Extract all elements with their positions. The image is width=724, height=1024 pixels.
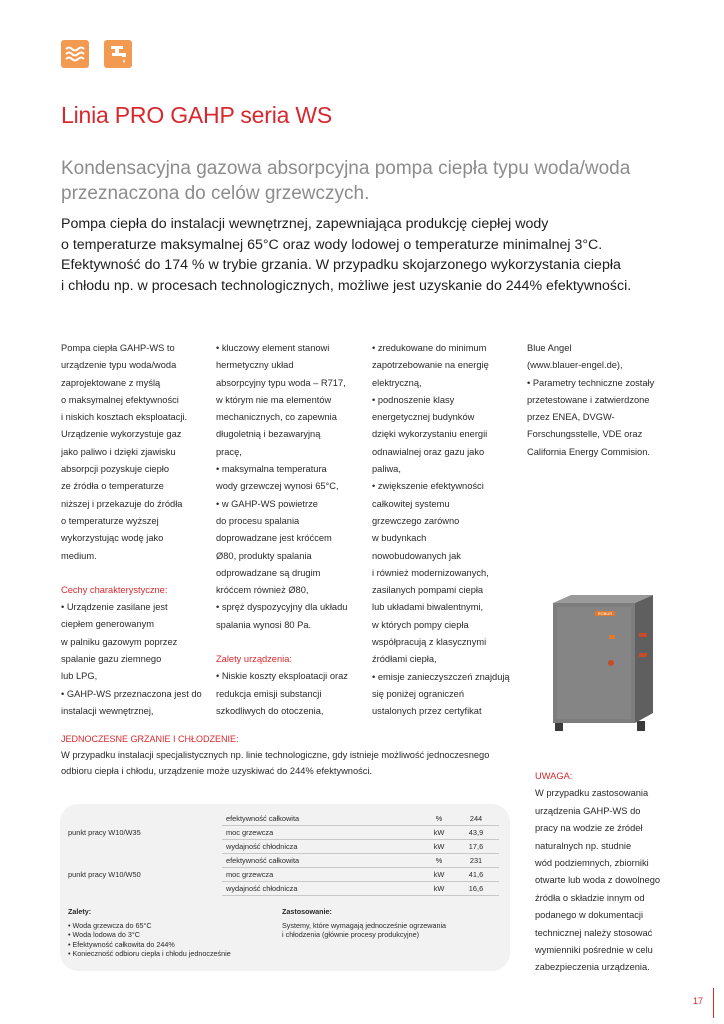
text-line: • GAHP-WS przeznaczona jest do <box>61 688 202 699</box>
text-line: nowobudowanych jak <box>372 550 461 561</box>
text-line: pracy na wodzie ze źródeł <box>535 823 643 834</box>
lead-line: Efektywność do 174 % w trybie grzania. W przypadku skojarzonego wykorzystania ciepła <box>61 257 621 273</box>
lead-line: Pompa ciepła do instalacji wewnętrznej, zapewniająca produkcję ciepłej wody <box>61 216 549 232</box>
features-heading: Cechy charakterystyczne: <box>61 584 168 595</box>
text-line: paliwa, <box>372 464 401 475</box>
usage-box <box>282 907 446 940</box>
text-line: odprowadzane są drugim <box>216 567 321 578</box>
subtitle: Kondensacyjna gazowa absorpcyjna pompa ciepła typu woda/woda przeznaczona do celów grzewczych. <box>61 158 631 204</box>
product-image <box>549 593 659 733</box>
text-line: California Energy Commision. <box>527 446 650 457</box>
spec-table-box <box>60 804 510 971</box>
text-line: • w GAHP-WS powietrze <box>216 498 318 509</box>
text-line: elektryczną, <box>372 377 422 388</box>
text-line: jako paliwo i dzięki zjawisku <box>61 446 176 457</box>
text-line: instalacji wewnętrznej, <box>61 705 154 716</box>
text-line: się poniżej ograniczeń <box>372 688 464 699</box>
table-row <box>60 854 499 868</box>
usage-box-heading: Zastosowanie: <box>282 907 332 916</box>
text-line: • spręż dyspozycyjny dla układu <box>216 602 348 613</box>
param-cell: moc grzewcza <box>222 826 425 840</box>
list-item: • Efektywność całkowita do 244% <box>68 939 175 949</box>
unit-cell: kW <box>425 882 453 896</box>
text-line: • Niskie koszty eksploatacji oraz <box>216 671 348 682</box>
unit-cell: kW <box>425 826 453 840</box>
list-item: i chłodzenia (głównie procesy produkcyjne) <box>282 930 420 940</box>
note-box <box>535 768 660 977</box>
value-cell: 17,6 <box>453 840 499 854</box>
param-cell: moc grzewcza <box>222 868 425 882</box>
note-heading: UWAGA: <box>535 771 573 781</box>
text-line: podanego w dokumentacji <box>535 910 644 921</box>
text-line: w budynkach <box>372 533 427 544</box>
text-line: zaprojektowane z myślą <box>61 377 161 388</box>
unit-cell: % <box>425 854 453 868</box>
param-cell: wydajność chłodnicza <box>222 882 425 896</box>
text-column-4 <box>527 340 654 461</box>
text-line: (www.blauer-engel.de), <box>527 360 623 371</box>
lead-paragraph <box>61 214 681 296</box>
section-text <box>61 747 490 779</box>
text-line: absorpcji pozyskuje ciepło <box>61 464 170 475</box>
text-line: urządzenie typu woda/woda <box>61 360 177 371</box>
spec-table <box>60 812 499 896</box>
text-line: naturalnych np. studnie <box>535 840 632 851</box>
text-line: wody grzewczej wynosi 65°C, <box>216 481 339 492</box>
water-tap-icon <box>104 40 132 68</box>
text-column-2 <box>216 340 348 720</box>
text-line: • maksymalna temperatura <box>216 464 327 475</box>
param-cell: efektywność całkowita <box>222 812 425 826</box>
text-line: współpracują z klasycznymi <box>372 637 487 648</box>
text-line: doprowadzane jest króćcem <box>216 533 332 544</box>
advantages-heading: Zalety urządzenia: <box>216 654 292 665</box>
param-cell: efektywność całkowita <box>222 854 425 868</box>
text-line: absorpcyjny typu woda – R717, <box>216 377 346 388</box>
text-line: Urządzenie wykorzystuje gaz <box>61 429 182 440</box>
heating-waves-icon <box>61 40 89 68</box>
text-line: zasilanych pompami ciepła <box>372 585 484 596</box>
text-line: Pompa ciepła GAHP-WS to <box>61 343 175 353</box>
text-line: Blue Angel <box>527 343 572 353</box>
unit-cell: % <box>425 812 453 826</box>
text-line: dzięki wykorzystaniu energii <box>372 429 488 440</box>
text-line: • podnoszenie klasy <box>372 394 455 405</box>
lead-line: o temperaturze maksymalnej 65°C oraz wody lodowej o temperaturze minimalnej 3°C. <box>61 236 603 253</box>
text-line: w którym nie ma elementów <box>216 394 332 405</box>
text-line: ustalonych przez certyfikat <box>372 706 482 717</box>
text-line: odbioru ciepła i chłodu, urządzenie może uzyskiwać do 244% efektywności. <box>61 766 373 776</box>
text-line: Ø80, produkty spalania <box>216 550 312 561</box>
text-line: o maksymalnej efektywności <box>61 394 179 405</box>
text-line: wymienniki pośrednie w celu <box>535 945 653 956</box>
text-line: medium. <box>61 550 97 561</box>
unit-cell: kW <box>425 840 453 854</box>
text-line: zapotrzebowanie na energię <box>372 360 489 371</box>
text-line: • Urządzenie zasilane jest <box>61 602 168 613</box>
param-cell: wydajność chłodnicza <box>222 840 425 854</box>
advantages-box <box>68 907 231 958</box>
text-line: spalania wynosi 80 Pa. <box>216 619 312 630</box>
text-line: wykorzystując wodę jako <box>61 533 164 544</box>
list-item: • Woda lodowa do 3°C <box>68 930 140 940</box>
text-line: w których pompy ciepła <box>372 619 469 630</box>
operating-point-label: punkt pracy W10/W50 <box>68 870 141 879</box>
text-line: szkodliwych do otoczenia, <box>216 705 324 716</box>
value-cell: 43,9 <box>453 826 499 840</box>
text-line: redukcja emisji substancji <box>216 688 322 699</box>
text-line: ciepłem generowanym <box>61 619 155 630</box>
text-line: urządzenia GAHP-WS do <box>535 805 641 816</box>
value-cell: 41,6 <box>453 868 499 882</box>
unit-cell: kW <box>425 868 453 882</box>
text-line: pracę, <box>216 446 242 457</box>
text-line: przez ENEA, DVGW- <box>527 412 615 423</box>
table-row <box>60 812 499 826</box>
page-title: Linia PRO GAHP seria WS <box>61 102 333 128</box>
operating-point-label: punkt pracy W10/W35 <box>68 828 141 838</box>
text-line: Forschungsstelle, VDE oraz <box>527 429 643 440</box>
text-line: wód podziemnych, zbiorniki <box>535 858 649 869</box>
text-line: spalanie gazu ziemnego <box>61 654 162 665</box>
text-line: • Parametry techniczne zostały <box>527 377 655 388</box>
list-item: Systemy, które wymagają jednocześnie ogrzewania <box>282 921 447 931</box>
text-line: w palniku gazowym poprzez <box>61 636 178 647</box>
text-column-3 <box>372 340 510 721</box>
text-line: • emisje zanieczyszczeń znajdują <box>372 671 510 682</box>
page-number-divider <box>713 988 714 1018</box>
text-line: króćcem również Ø80, <box>216 585 309 596</box>
lead-line: i chłodu np. w procesach technologicznych, możliwe jest uzyskanie do 244% efektywności. <box>61 277 632 294</box>
text-line: grzewczego zarówno <box>372 515 460 526</box>
text-line: lub układami biwalentnymi, <box>372 602 484 613</box>
text-line: i niskich kosztach eksploatacji. <box>61 412 188 423</box>
value-cell: 16,6 <box>453 882 499 896</box>
list-item: • Woda grzewcza do 65°C <box>68 921 152 931</box>
text-line: mechanicznych, co zapewnia <box>216 412 337 423</box>
text-line: • kluczowy element stanowi <box>216 343 330 353</box>
text-line: energetycznej budynków <box>372 412 475 423</box>
text-line: niższej i przekazuje do źródła <box>61 498 183 509</box>
text-line: do procesu spalania <box>216 515 300 526</box>
section-heading: JEDNOCZESNE GRZANIE I CHŁODZENIE: <box>61 734 239 744</box>
text-line: źródła o składzie innym od <box>535 892 645 903</box>
text-line: odnawialnej oraz gazu jako <box>372 446 485 457</box>
brand-label: ROBUR <box>597 611 613 616</box>
text-line: • zredukowane do minimum <box>372 343 487 353</box>
text-line: długoletnią i bezawaryjną <box>216 429 321 440</box>
text-line: • zwiększenie efektywności <box>372 481 484 492</box>
text-line: o temperaturze wyższej <box>61 515 159 526</box>
text-line: hermetyczny układ <box>216 360 294 371</box>
text-line: technicznej należy stosować <box>535 927 653 938</box>
text-line: źródłami ciepła, <box>372 654 437 665</box>
advantages-box-heading: Zalety: <box>68 907 92 916</box>
text-line: i również modernizowanych, <box>372 567 489 578</box>
text-line: całkowitej systemu <box>372 498 450 509</box>
text-line: zabezpieczenia urządzenia. <box>535 962 650 973</box>
text-line: lub LPG, <box>61 671 98 682</box>
list-item: • Konieczność odbioru ciepła i chłodu jednocześnie <box>68 948 231 958</box>
text-line: otwarte lub woda z dowolnego <box>535 875 661 886</box>
text-line: przetestowane i zatwierdzone <box>527 394 650 405</box>
value-cell: 244 <box>453 812 499 826</box>
text-column-1 <box>61 340 202 720</box>
page-number: 17 <box>693 996 704 1006</box>
text-line: W przypadku instalacji specjalistycznych np. linie technologiczne, gdy istnieje możliwość jednoczesnego <box>61 750 490 760</box>
value-cell: 231 <box>453 854 499 868</box>
text-line: ze źródła o temperaturze <box>61 481 164 492</box>
text-line: W przypadku zastosowania <box>535 788 649 799</box>
